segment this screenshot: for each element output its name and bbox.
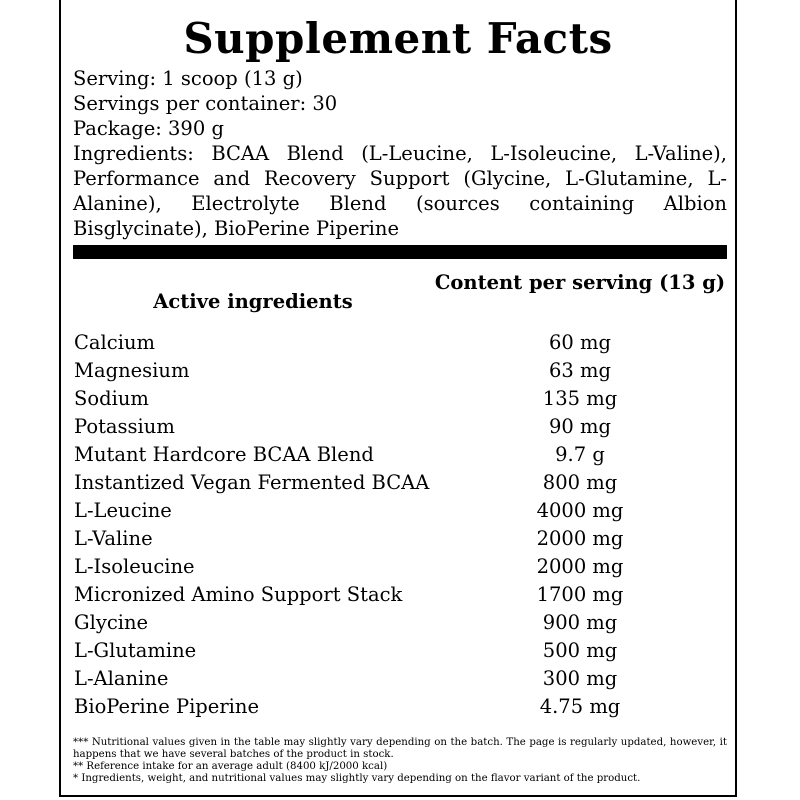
ingredient-amount: 135 mg <box>542 386 618 410</box>
ingredient-name: L-Alanine <box>74 666 169 690</box>
table-row <box>73 636 727 664</box>
ingredient-amount: 9.7 g <box>555 442 605 466</box>
serving-size: Serving: 1 scoop (13 g) <box>73 67 303 90</box>
supplement-facts-label <box>59 0 737 797</box>
table-row <box>73 440 727 468</box>
footnote-flavor-variant: * Ingredients, weight, and nutritional values may slightly vary depending on the flavor variant of the product. <box>73 773 641 784</box>
table-row <box>73 664 727 692</box>
ingredient-amount: 63 mg <box>549 358 611 382</box>
ingredient-amount: 60 mg <box>549 330 611 354</box>
ingredient-amount: 2000 mg <box>536 554 624 578</box>
ingredient-name: Glycine <box>74 610 149 634</box>
table-row <box>73 328 727 356</box>
table-row <box>73 412 727 440</box>
table-row <box>73 496 727 524</box>
table-header <box>73 270 727 328</box>
footnote-reference-intake: ** Reference intake for an average adult (8400 kJ/2000 kcal) <box>73 761 388 772</box>
ingredients-table <box>73 270 727 720</box>
ingredient-name: BioPerine Piperine <box>74 694 259 718</box>
table-body <box>73 328 727 720</box>
header-content-per-serving: Content per serving (13 g) <box>434 271 726 294</box>
header-active-ingredients: Active ingredients <box>153 289 353 313</box>
table-row <box>73 356 727 384</box>
ingredient-amount: 2000 mg <box>536 526 624 550</box>
ingredient-name: L-Isoleucine <box>74 554 195 578</box>
footnote-batch: *** Nutritional values given in the table may slightly vary depending on the batch. The page is regularly updated, however, it happens that we have several batches of the product in stock. <box>73 737 727 760</box>
ingredients-list: Ingredients: BCAA Blend (L-Leucine, L-Isoleucine, L-Valine), Performance and Recovery Support (Glycine, L-Glutamine, L-Alanine), Electrolyte Blend (sources containing Albion Bisglycinate), BioPerine Piperine <box>73 142 727 240</box>
ingredient-amount: 900 mg <box>542 610 618 634</box>
table-row <box>73 608 727 636</box>
ingredient-name: Potassium <box>74 414 175 438</box>
label-title: Supplement Facts <box>183 14 613 63</box>
ingredient-amount: 90 mg <box>549 414 611 438</box>
ingredient-name: Mutant Hardcore BCAA Blend <box>74 442 374 466</box>
ingredient-name: L-Leucine <box>74 498 172 522</box>
ingredient-name: Magnesium <box>74 358 190 382</box>
ingredient-name: Instantized Vegan Fermented BCAA <box>74 470 430 494</box>
ingredient-amount: 4000 mg <box>536 498 624 522</box>
serving-info <box>73 66 727 241</box>
ingredient-name: L-Glutamine <box>74 638 197 662</box>
footnotes <box>73 737 727 785</box>
servings-per-container: Servings per container: 30 <box>73 92 338 115</box>
ingredient-amount: 500 mg <box>542 638 618 662</box>
ingredient-amount: 800 mg <box>542 470 618 494</box>
ingredient-name: L-Valine <box>74 526 153 550</box>
package-size: Package: 390 g <box>73 117 224 140</box>
table-row <box>73 692 727 720</box>
section-divider <box>73 245 727 259</box>
ingredient-name: Sodium <box>74 386 149 410</box>
ingredient-name: Micronized Amino Support Stack <box>74 582 403 606</box>
ingredient-amount: 1700 mg <box>536 582 624 606</box>
ingredient-name: Calcium <box>74 330 155 354</box>
table-row <box>73 580 727 608</box>
table-row <box>73 552 727 580</box>
table-row <box>73 468 727 496</box>
ingredient-amount: 4.75 mg <box>539 694 621 718</box>
table-row <box>73 524 727 552</box>
table-row <box>73 384 727 412</box>
ingredient-amount: 300 mg <box>542 666 618 690</box>
